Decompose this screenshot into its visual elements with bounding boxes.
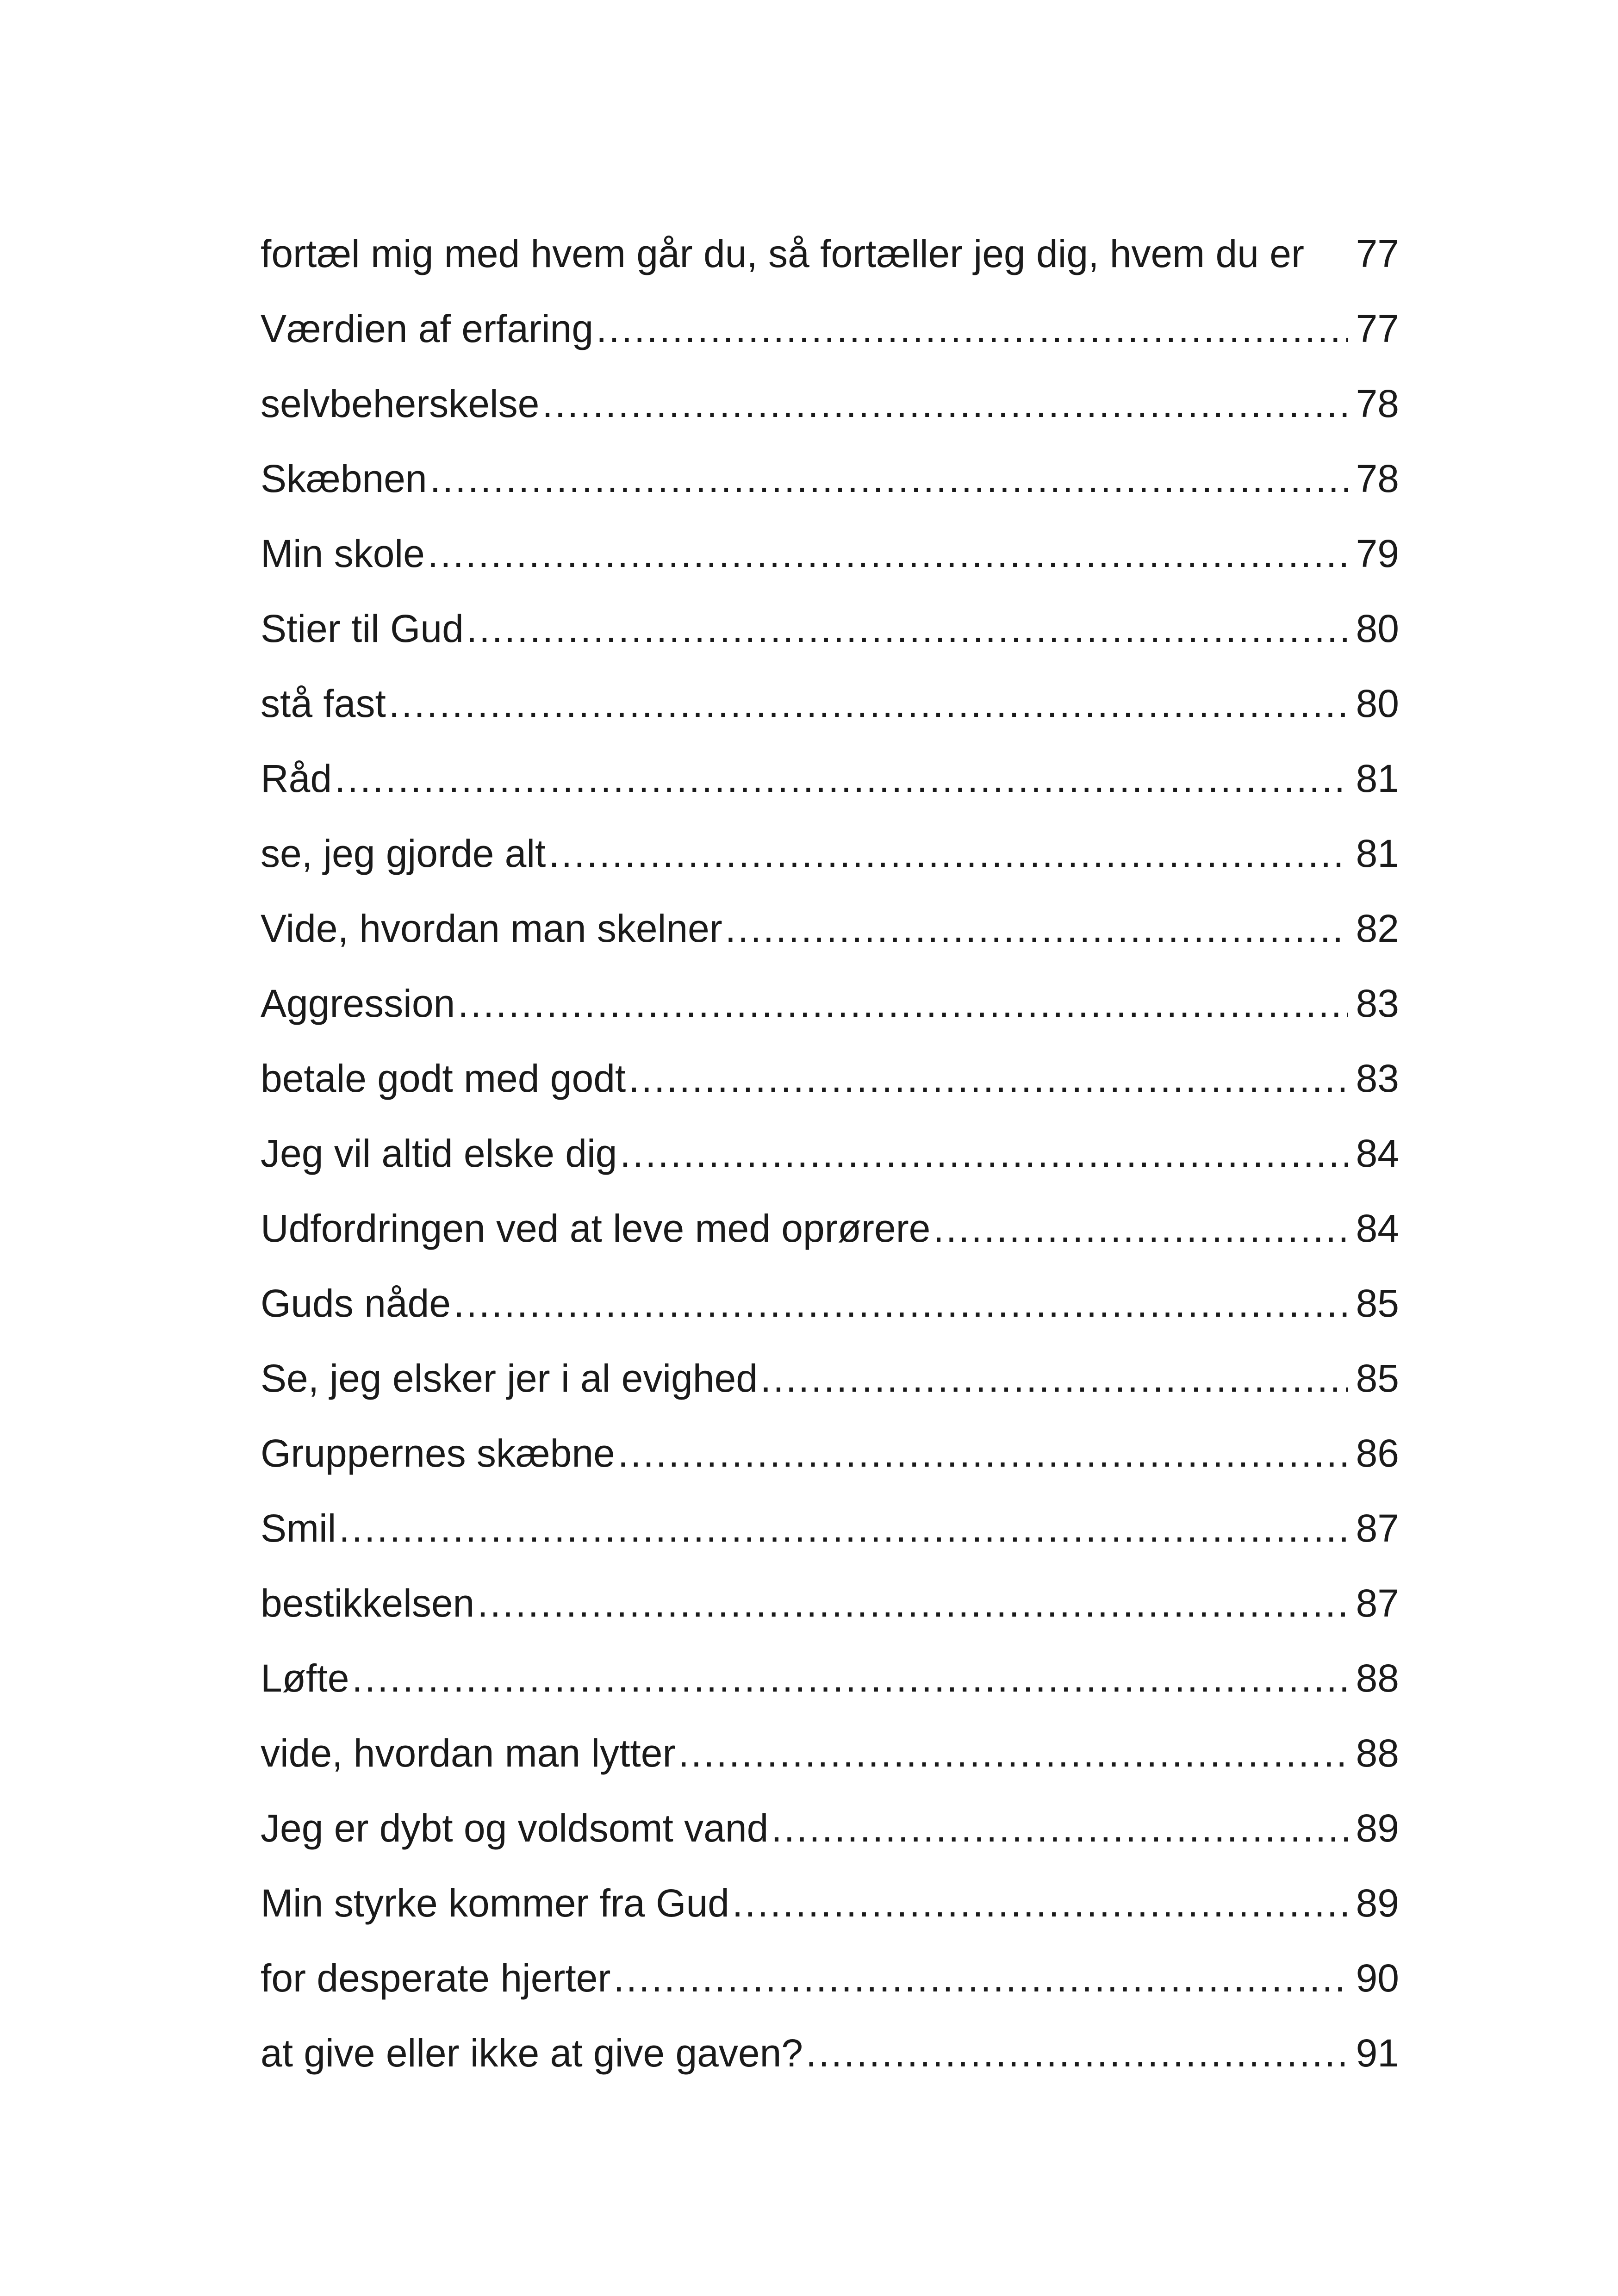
toc-entry-title: stå fast [261,682,386,725]
toc-entry-page: 83 [1356,982,1399,1025]
dot-leader [458,978,1348,1028]
toc-entry-page: 77 [1356,307,1399,350]
dot-leader [933,1203,1348,1253]
dot-leader [618,1428,1348,1478]
toc-entry-page: 89 [1356,1806,1399,1850]
toc-entry-title: bestikkelsen [261,1581,475,1625]
toc-entry-page: 87 [1356,1581,1399,1625]
dot-leader [629,1053,1348,1103]
toc-entry[interactable] [261,1328,1399,1403]
toc-entry[interactable] [261,1178,1399,1253]
toc-entry-title: se, jeg gjorde alt [261,832,546,875]
toc-entry-title: Smil [261,1506,336,1550]
dot-leader [771,1803,1348,1853]
toc-entry-title: Gruppernes skæbne [261,1431,615,1475]
toc-entry[interactable] [261,504,1399,579]
dot-leader [806,2028,1348,2078]
dot-leader [339,1503,1348,1553]
toc-entry-page: 84 [1356,1132,1399,1175]
toc-entry-page: 90 [1356,1956,1399,2000]
toc-entry-page: 81 [1356,832,1399,875]
toc-entry[interactable] [261,1028,1399,1103]
dot-leader [725,903,1348,953]
dot-leader [335,753,1348,803]
toc-entry[interactable] [261,803,1399,878]
toc-entry-page: 80 [1356,682,1399,725]
dot-leader [678,1728,1348,1778]
toc-entry-title: Se, jeg elsker jer i al evighed [261,1356,758,1400]
dot-leader [542,379,1348,429]
toc-entry-title: Min styrke kommer fra Gud [261,1881,729,1925]
toc-entry-title: Jeg vil altid elske dig [261,1132,617,1175]
toc-entry[interactable] [261,1628,1399,1703]
dot-leader [596,304,1348,354]
dot-leader [732,1878,1348,1928]
dot-leader [467,604,1348,653]
toc-entry-page: 89 [1356,1881,1399,1925]
toc-entry-title: Værdien af erfaring [261,307,594,350]
toc-entry-page: 85 [1356,1282,1399,1325]
toc-entry-page: 82 [1356,907,1399,950]
toc-entry-page: 78 [1356,457,1399,500]
toc-entry[interactable] [261,1553,1399,1628]
toc-entry[interactable] [261,953,1399,1028]
toc-entry[interactable] [261,1403,1399,1478]
toc-entry[interactable] [261,1928,1399,2003]
dot-leader [760,1353,1348,1403]
toc-entry-title: Jeg er dybt og voldsomt vand [261,1806,769,1850]
dot-leader [454,1278,1348,1328]
toc-entry[interactable] [261,728,1399,803]
dot-leader [613,1953,1348,2003]
toc-entry[interactable] [261,1853,1399,1928]
toc-entry[interactable] [261,1478,1399,1553]
toc-entry-page: 84 [1356,1207,1399,1250]
toc-entry-title: Råd [261,757,332,800]
toc-entry-title: Guds nåde [261,1282,451,1325]
toc-entry[interactable] [261,878,1399,953]
toc-entry-page: 87 [1356,1506,1399,1550]
toc-entry[interactable] [261,1103,1399,1178]
toc-entry-title: Min skole [261,532,425,575]
toc-entry-page: 88 [1356,1656,1399,1700]
dot-leader [352,1653,1348,1703]
toc-entry[interactable] [261,1253,1399,1328]
dot-leader [548,828,1348,878]
dot-leader [430,454,1348,504]
toc-entry-page: 85 [1356,1356,1399,1400]
toc-entry[interactable] [261,354,1399,429]
toc-entry-title: Aggression [261,982,455,1025]
toc-entry[interactable] [261,1703,1399,1778]
toc-entry[interactable] [261,204,1399,279]
dot-leader [389,678,1348,728]
toc-entry-title: Stier til Gud [261,607,464,650]
toc-entry-title: at give eller ikke at give gaven? [261,2031,803,2075]
toc-entry[interactable] [261,429,1399,504]
toc-entry-title: betale godt med godt [261,1057,626,1100]
toc-entry[interactable] [261,579,1399,653]
toc-entry[interactable] [261,1778,1399,1853]
dot-leader [620,1128,1348,1178]
toc-entry-title: Vide, hvordan man skelner [261,907,722,950]
toc-entry-title: Skæbnen [261,457,427,500]
toc-entry-title: vide, hvordan man lytter [261,1731,676,1775]
dot-leader [477,1578,1348,1628]
toc-entry-page: 79 [1356,532,1399,575]
toc-entry[interactable] [261,653,1399,728]
toc-entry-page: 77 [1356,232,1399,275]
toc-entry-page: 81 [1356,757,1399,800]
toc-entry-page: 80 [1356,607,1399,650]
toc-entry-title: Løfte [261,1656,349,1700]
table-of-contents [261,204,1399,2078]
toc-entry[interactable] [261,2003,1399,2078]
dot-leader [428,529,1348,579]
toc-entry-page: 83 [1356,1057,1399,1100]
toc-entry-page: 78 [1356,382,1399,425]
toc-entry-title: selvbeherskelse [261,382,540,425]
toc-entry-title: for desperate hjerter [261,1956,611,2000]
toc-entry[interactable] [261,279,1399,354]
toc-entry-page: 86 [1356,1431,1399,1475]
toc-entry-title: fortæl mig med hvem går du, så fortæller jeg dig, hvem du er [261,232,1304,275]
toc-entry-page: 88 [1356,1731,1399,1775]
dot-leader [1307,229,1348,279]
toc-entry-title: Udfordringen ved at leve med oprørere [261,1207,931,1250]
toc-entry-page: 91 [1356,2031,1399,2075]
